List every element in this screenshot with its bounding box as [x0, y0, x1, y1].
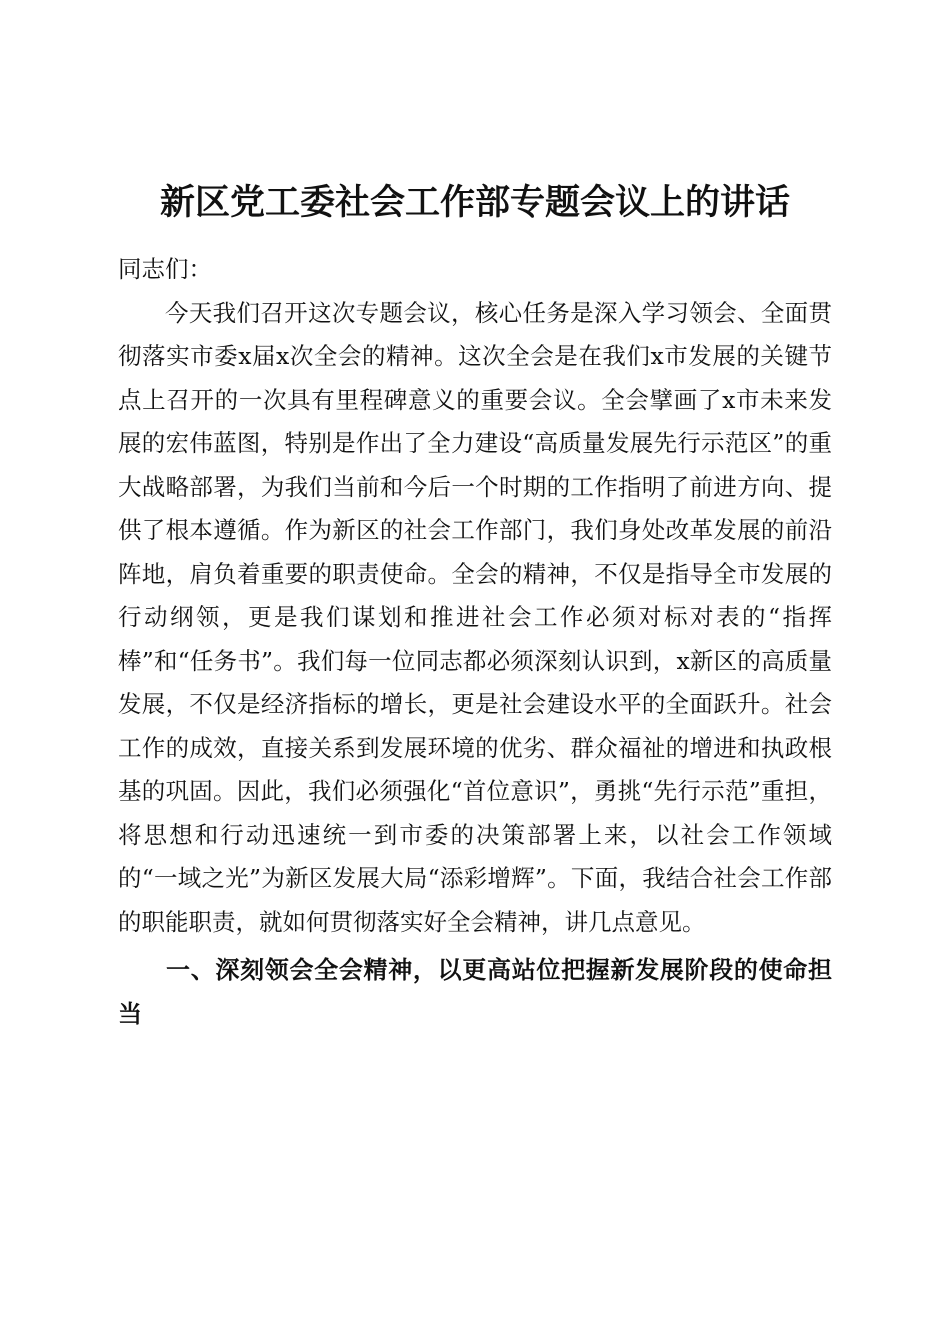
section-heading: 一、深刻领会全会精神，以更高站位把握新发展阶段的使命担当 [118, 956, 832, 1028]
body-paragraph: 今天我们召开这次专题会议，核心任务是深入学习领会、全面贯彻落实市委x届x次全会的精神。这次全会是在我们x市发展的关键节点上召开的一次具有里程碑意义的重要会议。全会擘画了x市未来发展的宏伟蓝图，特别是作出了全力建设“高质量发展先行示范区”的重大战略部署，为我们当前和今后一个时期的工作指明了前进方向、提供了根本遵循。作为新区的社会工作部门，我们身处改革发展的前沿阵地，肩负着重要的职责使命。全会的精神，不仅是指导全市发展的行动纲领，更是我们谋划和推进社会工作必须对标对表的“指挥棒”和“任务书”。我们每一位同志都必须深刻认识到，x新区的高质量发展，不仅是经济指标的增长，更是社会建设水平的全面跃升。社会工作的成效，直接关系到发展环境的优劣、群众福祉的增进和执政根基的巩固。因此，我们必须强化“首位意识”，勇挑“先行示范”重担，将思想和行动迅速统一到市委的决策部署上来，以社会工作领域的“一域之光”为新区发展大局“添彩增辉”。下面，我结合社会工作部的职能职责，就如何贯彻落实好全会精神，讲几点意见。 [118, 298, 832, 936]
salutation: 同志们： [118, 255, 212, 283]
document-page [118, 0, 832, 1344]
document-body [118, 248, 832, 1036]
document-title: 新区党工委社会工作部专题会议上的讲话 [159, 182, 790, 223]
